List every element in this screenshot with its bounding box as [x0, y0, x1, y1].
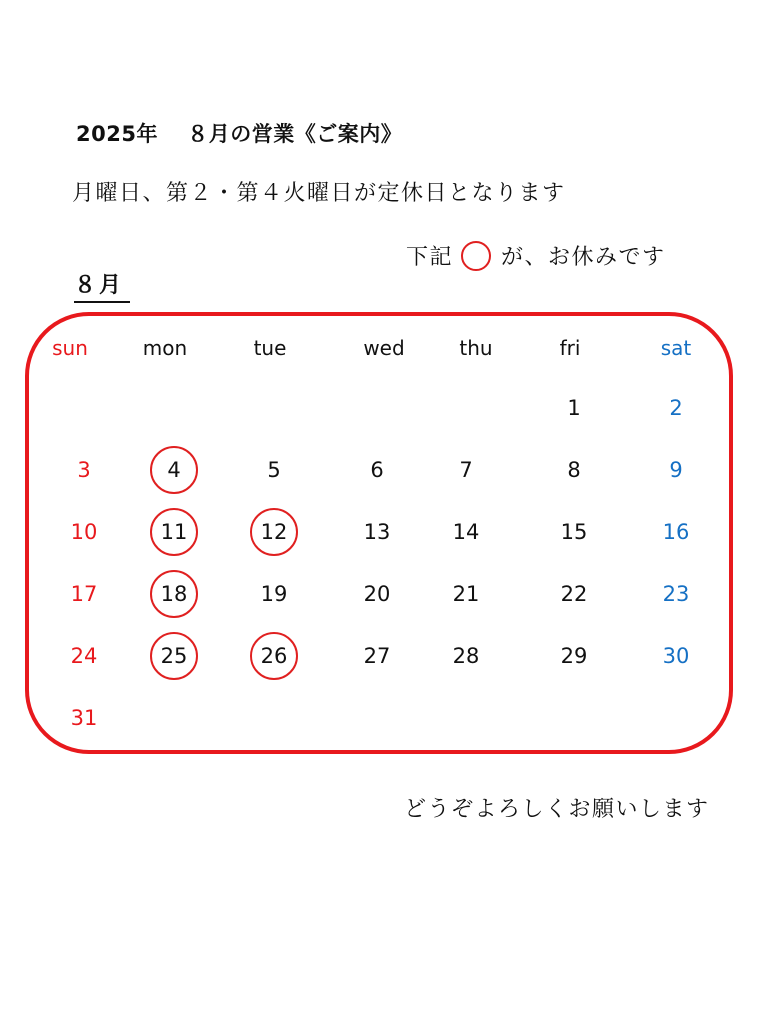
calendar-day-14: 14 [452, 520, 480, 544]
legend-suffix: が、お休みです [501, 245, 666, 270]
calendar-day-2: 2 [669, 396, 683, 420]
closing-message: どうぞよろしくお願いします [404, 797, 710, 822]
calendar-day-23: 23 [662, 582, 690, 606]
closing-day-notice: 月曜日、第２・第４火曜日が定休日となります [72, 181, 566, 206]
calendar-day-11: 11 [160, 520, 188, 544]
calendar-day-13: 13 [363, 520, 391, 544]
circle-icon [461, 241, 491, 271]
calendar-day-10: 10 [70, 520, 98, 544]
weekday-header-mon: mon [142, 336, 188, 360]
calendar-day-7: 7 [459, 458, 473, 482]
calendar-day-28: 28 [452, 644, 480, 668]
calendar-day-22: 22 [560, 582, 588, 606]
weekday-header-sat: sat [660, 336, 692, 360]
month-label: ８月 [74, 268, 130, 303]
weekday-header-thu: thu [459, 336, 493, 360]
calendar-day-20: 20 [363, 582, 391, 606]
calendar-day-27: 27 [363, 644, 391, 668]
legend-prefix: 下記 [406, 245, 454, 270]
calendar-day-29: 29 [560, 644, 588, 668]
weekday-header-tue: tue [253, 336, 287, 360]
month-business-title: ８月の営業《ご案内》 [187, 122, 403, 146]
calendar-day-4: 4 [167, 458, 181, 482]
calendar-day-3: 3 [77, 458, 91, 482]
calendar-day-21: 21 [452, 582, 480, 606]
calendar-day-30: 30 [662, 644, 690, 668]
calendar-day-15: 15 [560, 520, 588, 544]
calendar-day-5: 5 [267, 458, 281, 482]
calendar-day-24: 24 [70, 644, 98, 668]
year-label: 2025年 [76, 122, 158, 146]
calendar-day-12: 12 [260, 520, 288, 544]
weekday-header-wed: wed [363, 336, 405, 360]
calendar-day-18: 18 [160, 582, 188, 606]
calendar-day-8: 8 [567, 458, 581, 482]
calendar-day-17: 17 [70, 582, 98, 606]
calendar-day-26: 26 [260, 644, 288, 668]
calendar-day-1: 1 [567, 396, 581, 420]
calendar-day-19: 19 [260, 582, 288, 606]
weekday-header-fri: fri [559, 336, 581, 360]
calendar-day-25: 25 [160, 644, 188, 668]
calendar-day-6: 6 [370, 458, 384, 482]
notice-title [76, 118, 402, 148]
legend [406, 240, 666, 271]
calendar-day-9: 9 [669, 458, 683, 482]
calendar-day-31: 31 [70, 706, 98, 730]
calendar-day-16: 16 [662, 520, 690, 544]
weekday-header-sun: sun [52, 336, 88, 360]
